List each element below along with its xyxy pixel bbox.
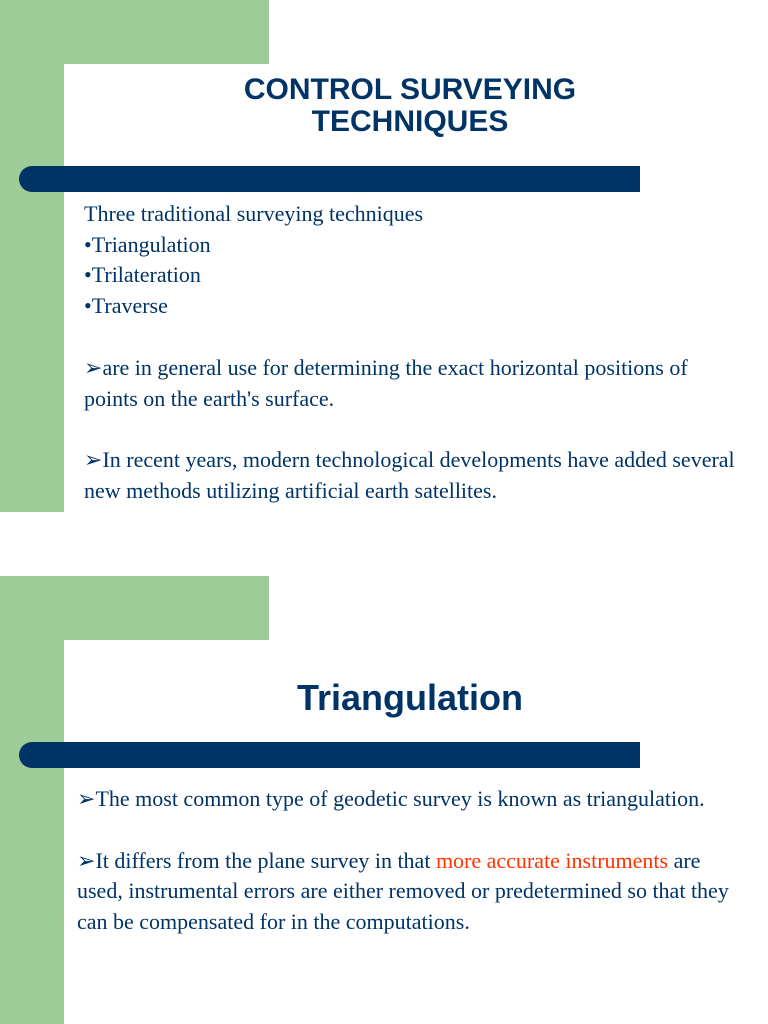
point-text: The most common type of geodetic survey is known as triangulation. bbox=[95, 786, 705, 811]
green-accent-left bbox=[0, 576, 64, 1024]
slide-body bbox=[77, 784, 747, 938]
slide-title: Triangulation bbox=[296, 677, 523, 718]
arrow-bullet-icon: ➢ bbox=[84, 354, 103, 380]
intro-text: Three traditional surveying techniques bbox=[84, 201, 424, 226]
slide-body bbox=[84, 199, 744, 507]
arrow-point bbox=[77, 784, 747, 815]
title-divider-bar bbox=[19, 166, 640, 192]
point-text-post: are used, instrumental errors are either removed or predetermined so that they can be compensated for in the computations. bbox=[77, 847, 729, 935]
bullet-item: •Traverse bbox=[84, 293, 168, 319]
arrow-bullet-icon: ➢ bbox=[77, 786, 96, 811]
arrow-point bbox=[84, 445, 744, 506]
title-line-2: TECHNIQUES bbox=[311, 105, 509, 138]
arrow-bullet-icon: ➢ bbox=[84, 447, 103, 473]
point-text: are in general use for determining the exact horizontal positions of points on the earth's surface. bbox=[84, 354, 688, 411]
green-accent-left bbox=[0, 0, 64, 512]
title-line-1: CONTROL SURVEYING bbox=[243, 73, 577, 106]
slide-triangulation bbox=[0, 576, 768, 1024]
slide-title bbox=[130, 74, 690, 138]
arrow-bullet-icon: ➢ bbox=[77, 847, 96, 873]
content-corner bbox=[64, 640, 124, 700]
arrow-point bbox=[77, 846, 747, 938]
content-corner bbox=[64, 64, 124, 124]
bullet-item: •Triangulation bbox=[84, 231, 211, 257]
title-divider-bar bbox=[19, 742, 640, 768]
bullet-item: •Trilateration bbox=[84, 262, 201, 288]
point-text: In recent years, modern technological developments have added several new methods utilizing artificial earth satellites. bbox=[84, 447, 735, 503]
point-text-pre: It differs from the plane survey in that bbox=[95, 847, 436, 873]
arrow-point bbox=[84, 353, 744, 414]
highlighted-text: more accurate instruments bbox=[435, 847, 669, 873]
